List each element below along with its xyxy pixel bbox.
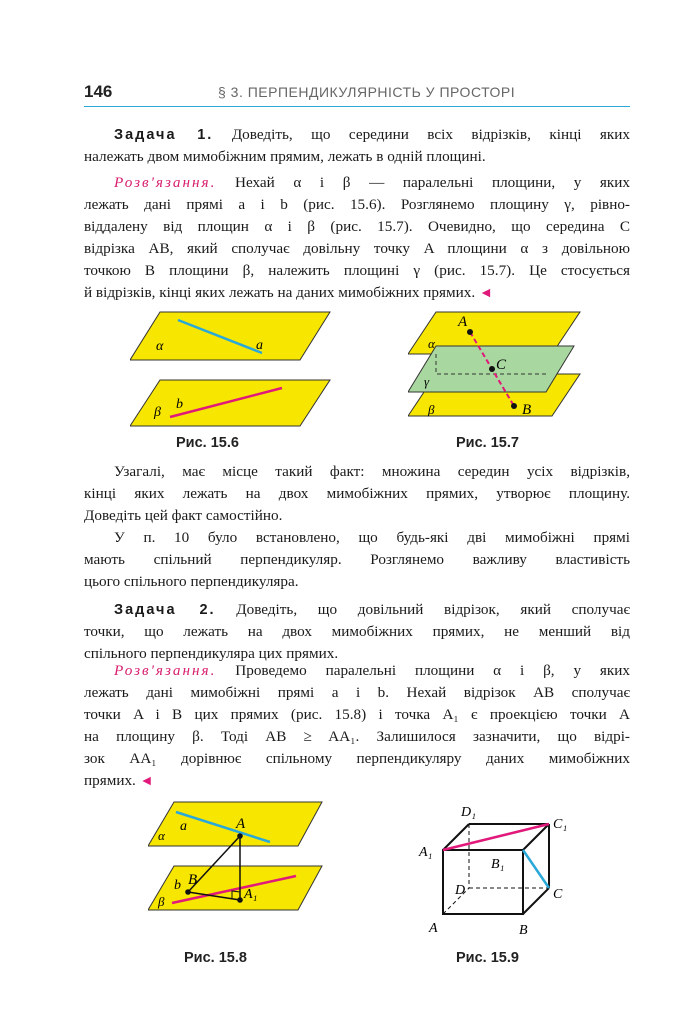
task1-line-1: [84, 124, 630, 146]
figure-15-9: [415, 800, 585, 940]
solution1-line-4: відрізка AB, який сполучає довільну точку A площини α з довільною: [84, 240, 630, 257]
label-B1: B₁: [491, 857, 505, 872]
label-alpha: α: [158, 828, 165, 843]
header-rule: [84, 106, 630, 107]
label-alpha: α: [428, 336, 435, 351]
task2-line-1: [84, 599, 630, 621]
task2-line-2: точки, що лежать на двох мимобіжних прямих, не менший від: [84, 623, 630, 640]
label-A1: A₁: [244, 887, 258, 902]
label-D1: D₁: [461, 805, 476, 820]
end-marker-icon: ◄: [478, 286, 493, 301]
solution1-text-1: Нехай α і β — паралельні площини, у яких: [235, 174, 631, 191]
solution2-text-1: Проведемо паралельні площини α і β, у яких: [235, 662, 630, 679]
label-C1: C₁: [553, 817, 568, 832]
point-B: [511, 403, 517, 409]
solution2-line-2: лежать дані мимобіжні прямі a і b. Нехай відрізок AB сполучає: [84, 684, 630, 701]
task1-text-1: Доведіть, що середини всіх відрізків, кінці яких: [231, 126, 630, 143]
figure-15-8: [148, 800, 323, 915]
general-line-3: Доведіть цей факт самостійно.: [84, 507, 283, 524]
caption-15-8: Рис. 15.8: [184, 950, 247, 966]
plane-alpha: [148, 802, 322, 846]
label-A: A: [458, 314, 468, 330]
point-A: [237, 833, 243, 839]
solution1-line-2: лежать дані прямі a і b (рис. 15.6). Розглянемо площину γ, рівно-: [84, 196, 630, 213]
solution1-label: Розв'язання.: [114, 174, 217, 191]
solution2-line-1: [84, 660, 630, 682]
solution1-block: [84, 172, 630, 305]
label-gamma: γ: [424, 374, 430, 389]
solution1-text-6: й відрізків, кінці яких лежать на даних мимобіжних прямих.: [84, 284, 476, 301]
task1-line-2: належать двом мимобіжним прямим, лежать в одній площині.: [84, 148, 486, 165]
solution1-line-1: [84, 172, 630, 194]
solution2-label: Розв'язання.: [114, 662, 217, 679]
solution2-line-3: точки A і B цих прямих (рис. 15.8) і точка A₁ є проекцією точки A: [84, 706, 630, 723]
para10-line-3: цього спільного перпендикуляра.: [84, 573, 299, 590]
label-b: b: [174, 878, 181, 893]
caption-15-7: Рис. 15.7: [456, 435, 519, 451]
label-a: a: [180, 819, 187, 834]
diagonal-A1C1: [443, 824, 549, 850]
general-block: [84, 461, 630, 527]
label-B: B: [188, 872, 198, 888]
face-AA1B1B: [443, 850, 523, 914]
solution2-line-5: зок AA₁ дорівнює спільному перпендикуляру даних мимобіжних: [84, 750, 630, 767]
solution1-line-5: точкою B площини β, належить площині γ (рис. 15.7). Це стосується: [84, 262, 630, 279]
label-a: a: [256, 338, 263, 353]
general-line-2: кінці яких лежать на двох мимобіжних прямих, утворює площину.: [84, 485, 630, 502]
label-C: C: [553, 887, 563, 902]
task2-text-1: Доведіть, що довільний відрізок, який сполучає: [236, 601, 630, 618]
label-beta: β: [428, 402, 435, 417]
caption-15-6: Рис. 15.6: [176, 435, 239, 451]
label-b: b: [176, 397, 183, 412]
solution1-line-3: віддалену від площин α і β (рис. 15.7). Очевидно, що середина C: [84, 218, 630, 235]
label-alpha: α: [156, 339, 164, 354]
para10-line-2: мають спільний перпендикуляр. Розглянемо важливу властивість: [84, 551, 630, 568]
label-B: B: [519, 923, 528, 938]
task1-label: Задача 1.: [114, 127, 214, 143]
end-marker-icon: ◄: [139, 774, 154, 789]
figure-15-6: [130, 300, 340, 430]
edge-CB: [523, 888, 549, 914]
label-beta: β: [154, 405, 161, 420]
general-line-1: Узагалі, має місце такий факт: множина середин усіх відрізків,: [114, 463, 630, 480]
point-C: [489, 366, 495, 372]
para10-line-1: У п. 10 було встановлено, що будь-які дві мимобіжні прямі: [114, 529, 630, 546]
label-C: C: [496, 357, 507, 373]
point-A: [467, 329, 473, 335]
task2-line-3: спільного перпендикуляра цих прямих.: [84, 645, 339, 662]
section-title: § 3. ПЕРПЕНДИКУЛЯРНІСТЬ У ПРОСТОРІ: [218, 84, 516, 100]
page-number: 146: [84, 82, 113, 101]
label-D: D: [455, 883, 466, 898]
solution2-text-6: прямих.: [84, 772, 136, 789]
task2-block: [84, 599, 630, 665]
label-A1: A₁: [419, 845, 433, 860]
label-B: B: [522, 402, 532, 418]
task2-label: Задача 2.: [114, 602, 216, 618]
caption-15-9: Рис. 15.9: [456, 950, 519, 966]
point-A1: [237, 897, 243, 903]
label-A: A: [236, 816, 246, 832]
label-A: A: [429, 921, 438, 936]
label-beta: β: [158, 894, 165, 909]
solution2-line-6: [84, 770, 630, 793]
task1-block: [84, 124, 630, 168]
para10-block: [84, 527, 630, 593]
figure-15-7: [408, 302, 588, 428]
solution2-line-4: на площину β. Тоді AB ≥ AA₁. Залишилося зазначити, що відрі-: [84, 728, 630, 745]
solution2-block: [84, 660, 630, 793]
point-B: [185, 889, 191, 895]
diagonal-B1C: [523, 850, 549, 888]
